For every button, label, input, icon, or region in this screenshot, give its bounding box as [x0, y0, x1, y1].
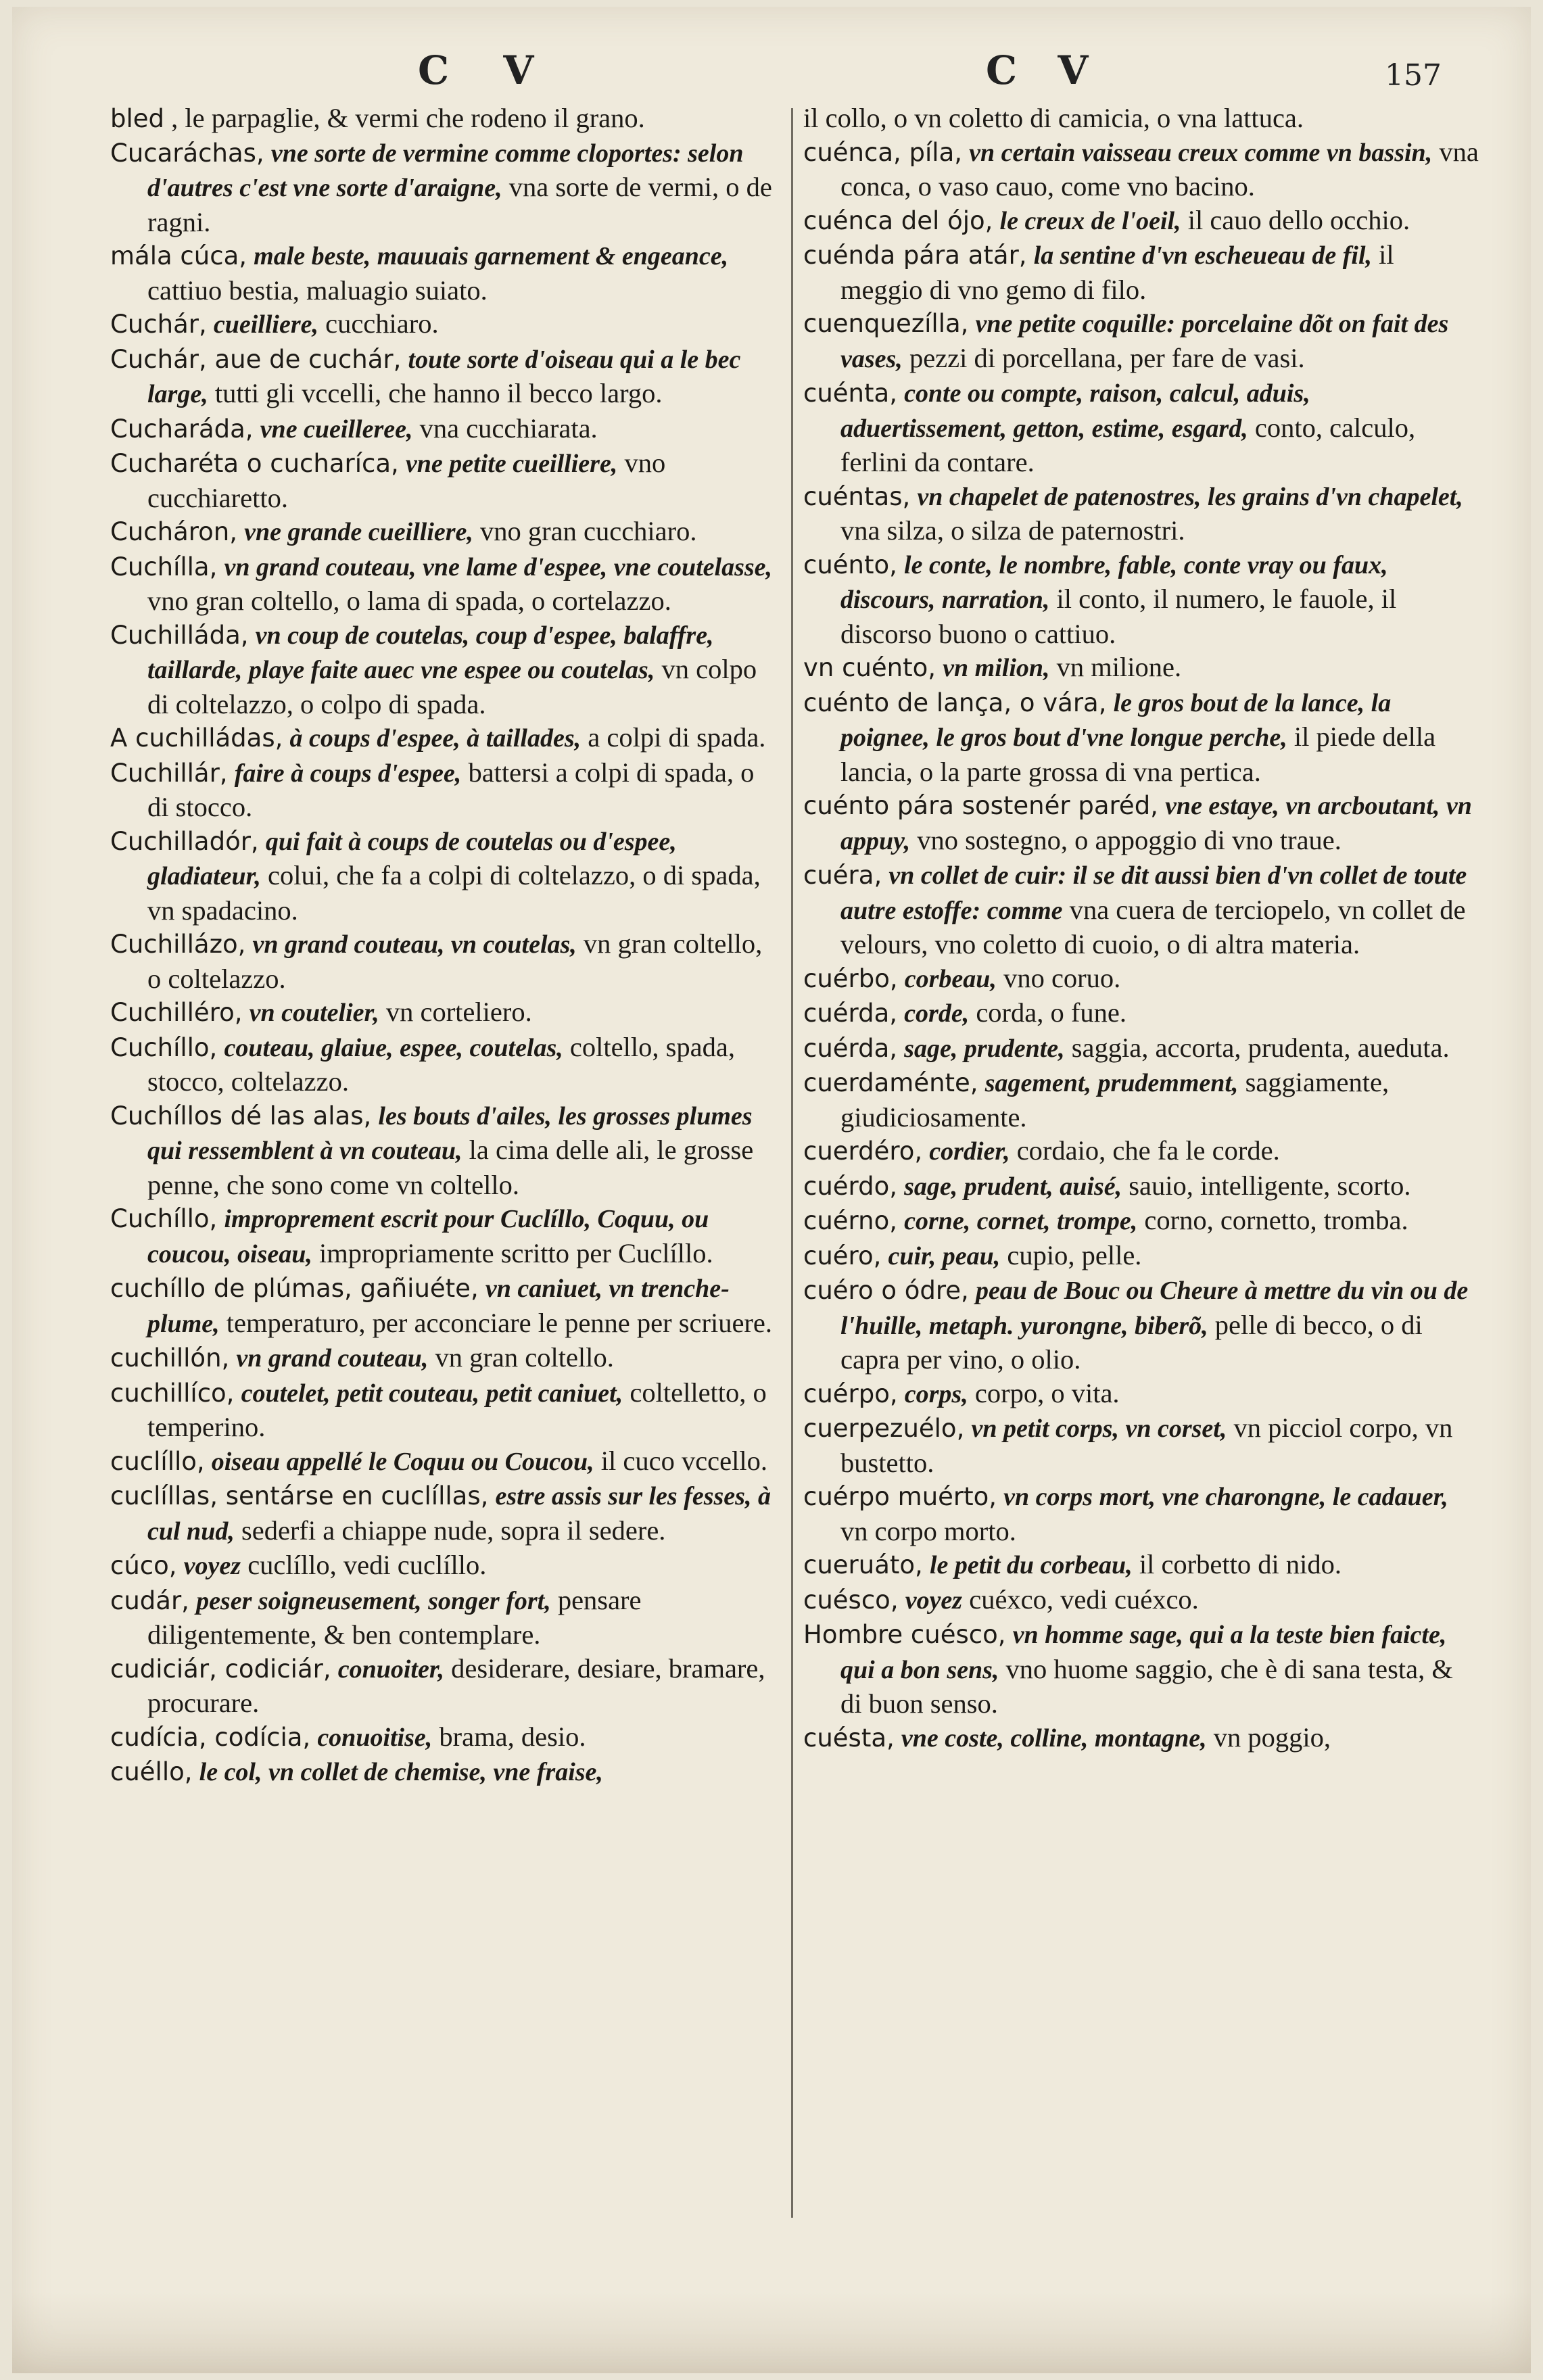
- french-gloss: conuoitise,: [317, 1723, 433, 1752]
- french-gloss: la sentine d'vn escheueau de fil,: [1033, 241, 1372, 270]
- italian-gloss: vn milione.: [1056, 652, 1182, 682]
- headword: cuchíllo de plúmas, gañiuéte,: [110, 1274, 479, 1303]
- headword: cuénda pára atár,: [803, 241, 1027, 270]
- headword: cuéra,: [803, 861, 882, 890]
- french-gloss: voyez: [183, 1552, 241, 1580]
- italian-gloss: vn gran coltello.: [435, 1342, 614, 1373]
- right-running-head: C V: [986, 47, 1102, 93]
- dictionary-entry: [803, 479, 1479, 548]
- italian-gloss: il conto, il numero, le fauole, il discorso buono o cattiuo.: [840, 584, 1397, 649]
- headword: cuérda,: [803, 1033, 898, 1063]
- dictionary-entry: [110, 995, 780, 1030]
- french-gloss: toute sorte d'oiseau qui a le bec large,: [147, 345, 741, 408]
- dictionary-entry: [110, 1271, 780, 1341]
- dictionary-entry: [110, 1341, 780, 1376]
- italian-gloss: tutti gli vccelli, che hanno il becco largo.: [214, 378, 663, 408]
- headword: Cuchilléro,: [110, 998, 243, 1027]
- french-gloss: cordier,: [929, 1137, 1010, 1166]
- french-gloss: le creux de l'oeil,: [999, 206, 1181, 235]
- french-gloss: faire à coups d'espee,: [234, 759, 462, 788]
- headword: Cucháron,: [110, 517, 237, 546]
- page-edge-shadow: [12, 2292, 1531, 2373]
- dictionary-entry: [110, 101, 780, 136]
- dictionary-entry: [110, 1584, 780, 1652]
- headword: Cucharáda,: [110, 414, 254, 444]
- dictionary-entry: [110, 342, 780, 412]
- headword: cuénca, píla,: [803, 137, 963, 167]
- italian-gloss: pensare diligentemente, & ben contemplare.: [147, 1584, 642, 1650]
- headword: cuclíllo,: [110, 1446, 205, 1476]
- headword: cuérda,: [803, 999, 898, 1028]
- dictionary-entry: [110, 1755, 780, 1790]
- french-gloss: corne, cornet, trompe,: [904, 1207, 1138, 1235]
- italian-gloss: il corbetto di nido.: [1139, 1549, 1342, 1579]
- dictionary-entry: [110, 1720, 780, 1755]
- dictionary-entry: [110, 446, 780, 515]
- headword: Cuchillár,: [110, 758, 228, 788]
- french-gloss: vn grand couteau, vne lame d'espee, vne coutelasse,: [224, 552, 773, 581]
- italian-gloss: sauio, intelligente, scorto.: [1129, 1170, 1411, 1201]
- headword: cúco,: [110, 1551, 177, 1580]
- french-gloss: couteau, glaiue, espee, coutelas,: [224, 1033, 563, 1062]
- headword: cuénca del ójo,: [803, 206, 993, 235]
- headword: Cuchíllos dé las alas,: [110, 1101, 372, 1130]
- french-gloss: cuir, peau,: [888, 1241, 1001, 1270]
- headword: Cuchillázo,: [110, 930, 246, 959]
- dictionary-page: [12, 7, 1531, 2373]
- headword: cuérbo,: [803, 963, 898, 993]
- headword: bled: [110, 104, 165, 133]
- headword: cuérno,: [803, 1206, 897, 1235]
- dictionary-entry: [110, 618, 780, 721]
- page-number: 157: [1385, 58, 1442, 93]
- dictionary-entry: [110, 550, 780, 618]
- right-column: [803, 101, 1479, 1755]
- dictionary-entry: [110, 515, 780, 550]
- french-gloss: vne petite coquille: porcelaine dõt on fait des vases,: [840, 310, 1449, 373]
- dictionary-entry: [803, 858, 1479, 961]
- french-gloss: vne grande cueilliere,: [244, 518, 473, 546]
- left-column: [110, 101, 780, 1790]
- italian-gloss: vn picciol corpo, vn bustetto.: [840, 1412, 1453, 1478]
- italian-gloss: impropriamente scritto per Cuclíllo.: [318, 1237, 713, 1268]
- italian-gloss: conto, calculo, ferlini da contare.: [840, 412, 1416, 477]
- italian-gloss: pelle di becco, o di capra per vino, o olio.: [840, 1309, 1423, 1375]
- headword: cuenquezílla,: [803, 309, 969, 338]
- left-running-head: C V: [418, 47, 554, 93]
- dictionary-entry: [803, 306, 1479, 376]
- dictionary-entry: [803, 1204, 1479, 1239]
- headword: cuchillíco,: [110, 1378, 235, 1408]
- italian-gloss: corda, o fune.: [976, 997, 1126, 1028]
- italian-gloss: il cauo dello occhio.: [1187, 204, 1410, 235]
- dictionary-entry: [803, 650, 1479, 686]
- headword: cuerpezuélo,: [803, 1414, 965, 1443]
- italian-gloss: vna silza, o silza de paternostri.: [840, 515, 1185, 546]
- headword: Cuchílla,: [110, 552, 218, 581]
- italian-gloss: vno gran coltello, o lama di spada, o cortelazzo.: [147, 586, 671, 616]
- italian-gloss: vno coruo.: [1003, 962, 1121, 993]
- italian-gloss: vn corpo morto.: [840, 1515, 1016, 1546]
- page-header: [12, 34, 1531, 101]
- italian-gloss: vn colpo di coltelazzo, o colpo di spada.: [147, 654, 757, 719]
- dictionary-entry: [110, 1444, 780, 1479]
- italian-gloss: cupio, pelle.: [1007, 1239, 1142, 1270]
- headword: cuéllo,: [110, 1757, 193, 1786]
- headword: cuésta,: [803, 1723, 895, 1753]
- french-gloss: corps,: [904, 1379, 968, 1408]
- italian-gloss: cuclíllo, vedi cuclíllo.: [247, 1550, 487, 1580]
- headword: cuésco,: [803, 1585, 899, 1615]
- italian-gloss: saggia, accorta, prudenta, aueduta.: [1071, 1032, 1450, 1063]
- italian-gloss: il meggio di vno gemo di filo.: [840, 239, 1394, 305]
- dictionary-entry: [803, 376, 1479, 479]
- italian-gloss: , le parpaglie, & vermi che rodeno il grano.: [171, 103, 645, 133]
- french-gloss: corbeau,: [904, 964, 997, 993]
- headword: Cucaráchas,: [110, 138, 264, 168]
- dictionary-entry: [803, 996, 1479, 1031]
- italian-gloss: pezzi di porcellana, per fare de vasi.: [909, 342, 1305, 373]
- french-gloss: à coups d'espee, à taillades,: [289, 724, 581, 753]
- french-gloss: vn corps mort, vne charongne, le cadauer,: [1003, 1483, 1448, 1511]
- headword: cuérpo muérto,: [803, 1482, 997, 1511]
- italian-gloss: coltelletto, o temperino.: [147, 1377, 767, 1442]
- dictionary-entry: [803, 238, 1479, 306]
- italian-gloss: vno cucchiaretto.: [147, 448, 666, 513]
- french-gloss: vne coste, colline, montagne,: [901, 1723, 1207, 1753]
- dictionary-entry: [803, 1134, 1479, 1169]
- dictionary-entry: [803, 1479, 1479, 1548]
- italian-gloss: a colpi di spada.: [588, 722, 766, 753]
- headword: Cuchár,: [110, 310, 207, 339]
- italian-gloss: corno, cornetto, tromba.: [1144, 1205, 1408, 1235]
- dictionary-entry: [803, 1239, 1479, 1274]
- dictionary-entry: [110, 756, 780, 824]
- headword: Cuchilláda,: [110, 620, 249, 650]
- french-gloss: peau de Bouc ou Cheure à mettre du vin ou de l'huille, metaph. yurongne, biberõ,: [840, 1277, 1469, 1340]
- french-gloss: le gros bout de la lance, la poignee, le gros bout d'vne longue perche,: [840, 688, 1392, 752]
- french-gloss: vn certain vaisseau creux comme vn bassin,: [969, 138, 1433, 167]
- headword: cuénto,: [803, 550, 897, 579]
- italian-gloss: il collo, o vn coletto di camicia, o vna lattuca.: [803, 103, 1304, 133]
- dictionary-entry: [110, 1030, 780, 1099]
- dictionary-entry: [803, 1169, 1479, 1204]
- dictionary-entry: [803, 135, 1479, 204]
- headword: cuéntas,: [803, 481, 911, 511]
- headword: Hombre cuésco,: [803, 1620, 1006, 1649]
- headword: Cucharéta o cucharíca,: [110, 449, 399, 478]
- dictionary-entry: [803, 1548, 1479, 1583]
- headword: cuérpo,: [803, 1379, 898, 1408]
- headword: cuerdéro,: [803, 1137, 923, 1166]
- italian-gloss: cattiuo bestia, maluagio suiato.: [147, 275, 488, 306]
- italian-gloss: coltello, spada, stocco, coltelazzo.: [147, 1031, 735, 1097]
- dictionary-entry: [110, 412, 780, 447]
- french-gloss: conte ou compte, raison, calcul, aduis, aduertissement, getton, estime, esgard,: [840, 379, 1310, 443]
- headword: Cuchár, aue de cuchár,: [110, 344, 402, 374]
- dictionary-entry: [803, 961, 1479, 997]
- dictionary-entry: [803, 1617, 1479, 1721]
- italian-gloss: il piede della lancia, o la parte grossa di vna pertica.: [840, 721, 1436, 787]
- headword: cuénto pára sostenér paréd,: [803, 791, 1158, 820]
- french-gloss: vn homme sage, qui a la teste bien faicte, qui a bon sens,: [840, 1621, 1447, 1684]
- french-gloss: vn grand couteau,: [236, 1344, 429, 1373]
- headword: cudár,: [110, 1586, 189, 1615]
- dictionary-entry: [803, 788, 1479, 858]
- french-gloss: oiseau appellé le Coquu ou Coucou,: [211, 1447, 594, 1476]
- headword: mála cúca,: [110, 241, 247, 270]
- french-gloss: male beste, mauuais garnement & engeance,: [254, 242, 729, 270]
- headword: cudiciár, codiciár,: [110, 1654, 331, 1684]
- dictionary-entry: [803, 548, 1479, 651]
- italian-gloss: vna cucchiarata.: [419, 412, 598, 444]
- dictionary-entry: [110, 1099, 780, 1202]
- french-gloss: peser soigneusement, songer fort,: [196, 1586, 551, 1615]
- french-gloss: sagement, prudemment,: [984, 1069, 1239, 1097]
- italian-gloss: battersi a colpi di spada, o di stocco.: [147, 757, 755, 822]
- headword: Cuchíllo,: [110, 1032, 218, 1062]
- italian-gloss: vn gran coltello, o coltelazzo.: [147, 928, 763, 994]
- dictionary-entry: [110, 136, 780, 239]
- french-gloss: le col, vn collet de chemise, vne fraise,: [199, 1758, 603, 1786]
- italian-gloss: corpo, o vita.: [974, 1377, 1120, 1408]
- dictionary-entry: [803, 101, 1479, 135]
- dictionary-entry: [110, 1201, 780, 1271]
- dictionary-entry: [803, 1377, 1479, 1412]
- italian-gloss: vn corteliero.: [385, 997, 532, 1027]
- french-gloss: le petit du corbeau,: [929, 1551, 1133, 1579]
- dictionary-entry: [110, 307, 780, 342]
- dictionary-entry: [110, 721, 780, 756]
- italian-gloss: brama, desio.: [439, 1721, 586, 1752]
- italian-gloss: vno huome saggio, che è di sana testa, & di buon senso.: [840, 1653, 1453, 1719]
- italian-gloss: vna cuera de terciopelo, vn collet de velours, vno coletto di cuoio, o di altra materia.: [840, 894, 1466, 959]
- french-gloss: cueilliere,: [213, 310, 318, 339]
- french-gloss: vn petit corps, vn corset,: [971, 1414, 1227, 1443]
- dictionary-entry: [110, 927, 780, 995]
- french-gloss: voyez: [905, 1586, 963, 1615]
- dictionary-entry: [803, 1721, 1479, 1756]
- french-gloss: conuoiter,: [337, 1655, 445, 1684]
- dictionary-entry: [803, 1273, 1479, 1377]
- headword: cuclíllas, sentárse en cuclíllas,: [110, 1481, 489, 1510]
- headword: A cuchilládas,: [110, 723, 283, 753]
- french-gloss: les bouts d'ailes, les grosses plumes qui ressemblent à vn couteau,: [147, 1101, 753, 1165]
- headword: Cuchíllo,: [110, 1204, 218, 1233]
- italian-gloss: cucchiaro.: [325, 308, 439, 339]
- headword: cuéro,: [803, 1241, 882, 1270]
- french-gloss: vn milion,: [943, 654, 1050, 682]
- headword: cuénta,: [803, 379, 897, 408]
- french-gloss: vn collet de cuir: il se dit aussi bien d'vn collet de toute autre estoffe: comme: [840, 861, 1467, 925]
- dictionary-entry: [110, 239, 780, 307]
- french-gloss: vn caniuet, vn trenche-plume,: [147, 1275, 730, 1338]
- french-gloss: vn chapelet de patenostres, les grains d'vn chapelet,: [917, 482, 1463, 511]
- column-divider: [791, 108, 793, 2218]
- dictionary-entry: [110, 1652, 780, 1720]
- dictionary-entry: [803, 1031, 1479, 1066]
- headword: Cuchilladór,: [110, 826, 259, 856]
- dictionary-entry: [803, 686, 1479, 789]
- italian-gloss: vno gran cucchiaro.: [480, 516, 697, 546]
- dictionary-entry: [110, 1479, 780, 1548]
- french-gloss: sage, prudent, auisé,: [904, 1172, 1122, 1201]
- dictionary-entry: [803, 1583, 1479, 1618]
- italian-gloss: il cuco vccello.: [600, 1445, 768, 1476]
- italian-gloss: saggiamente, giudiciosamente.: [840, 1067, 1390, 1133]
- french-gloss: qui fait à coups de coutelas ou d'espee, gladiateur,: [147, 827, 677, 890]
- italian-gloss: desiderare, desiare, bramare, procurare.: [147, 1652, 765, 1718]
- headword: cuérdo,: [803, 1171, 898, 1201]
- dictionary-entry: [110, 1376, 780, 1444]
- italian-gloss: cordaio, che fa le corde.: [1016, 1135, 1280, 1166]
- italian-gloss: la cima delle ali, le grosse penne, che sono come vn coltello.: [147, 1135, 754, 1200]
- french-gloss: improprement escrit pour Cuclíllo, Coquu, ou coucou, oiseau,: [147, 1205, 709, 1268]
- french-gloss: sage, prudente,: [904, 1034, 1065, 1063]
- italian-gloss: temperaturo, per acconciare le penne per scriuere.: [226, 1307, 773, 1338]
- dictionary-entry: [803, 204, 1479, 239]
- headword: cuerdaménte,: [803, 1068, 978, 1097]
- headword: cuchillón,: [110, 1343, 230, 1373]
- french-gloss: le conte, le nombre, fable, conte vray ou faux, discours, narration,: [840, 550, 1388, 614]
- headword: vn cuénto,: [803, 653, 936, 682]
- headword: cuéro o ódre,: [803, 1276, 969, 1305]
- dictionary-entry: [803, 1066, 1479, 1134]
- italian-gloss: cuéxco, vedi cuéxco.: [969, 1584, 1199, 1615]
- italian-gloss: vna sorte de vermi, o de ragni.: [147, 172, 772, 237]
- headword: cuénto de lança, o vára,: [803, 688, 1107, 717]
- french-gloss: vne petite cueilliere,: [405, 450, 618, 478]
- french-gloss: estre assis sur les fesses, à cul nud,: [147, 1482, 771, 1546]
- headword: cudícia, codícia,: [110, 1722, 311, 1752]
- french-gloss: vne cueilleree,: [260, 414, 413, 444]
- french-gloss: vn coup de coutelas, coup d'espee, balaffre, taillarde, playe faite auec vne espee ou coutelas,: [147, 621, 714, 684]
- italian-gloss: vn poggio,: [1213, 1721, 1331, 1753]
- french-gloss: vn coutelier,: [249, 999, 379, 1027]
- french-gloss: vn grand couteau, vn coutelas,: [252, 930, 577, 959]
- italian-gloss: vna conca, o vaso cauo, come vno bacino.: [840, 136, 1479, 201]
- dictionary-entry: [110, 1548, 780, 1584]
- french-gloss: coutelet, petit couteau, petit caniuet,: [241, 1379, 623, 1408]
- italian-gloss: vno sostegno, o appoggio di vno traue.: [917, 824, 1342, 855]
- italian-gloss: colui, che fa a colpi di coltelazzo, o di spada, vn spadacino.: [147, 860, 761, 926]
- french-gloss: vne sorte de vermine comme cloportes: selon d'autres c'est vne sorte d'araigne,: [147, 139, 744, 202]
- italian-gloss: sederfi a chiappe nude, sopra il sedere.: [241, 1515, 666, 1546]
- french-gloss: vne estaye, vn arcboutant, vn appuy,: [840, 792, 1472, 855]
- dictionary-entry: [110, 824, 780, 928]
- french-gloss: corde,: [904, 999, 970, 1028]
- headword: cueruáto,: [803, 1550, 923, 1579]
- dictionary-entry: [803, 1411, 1479, 1479]
